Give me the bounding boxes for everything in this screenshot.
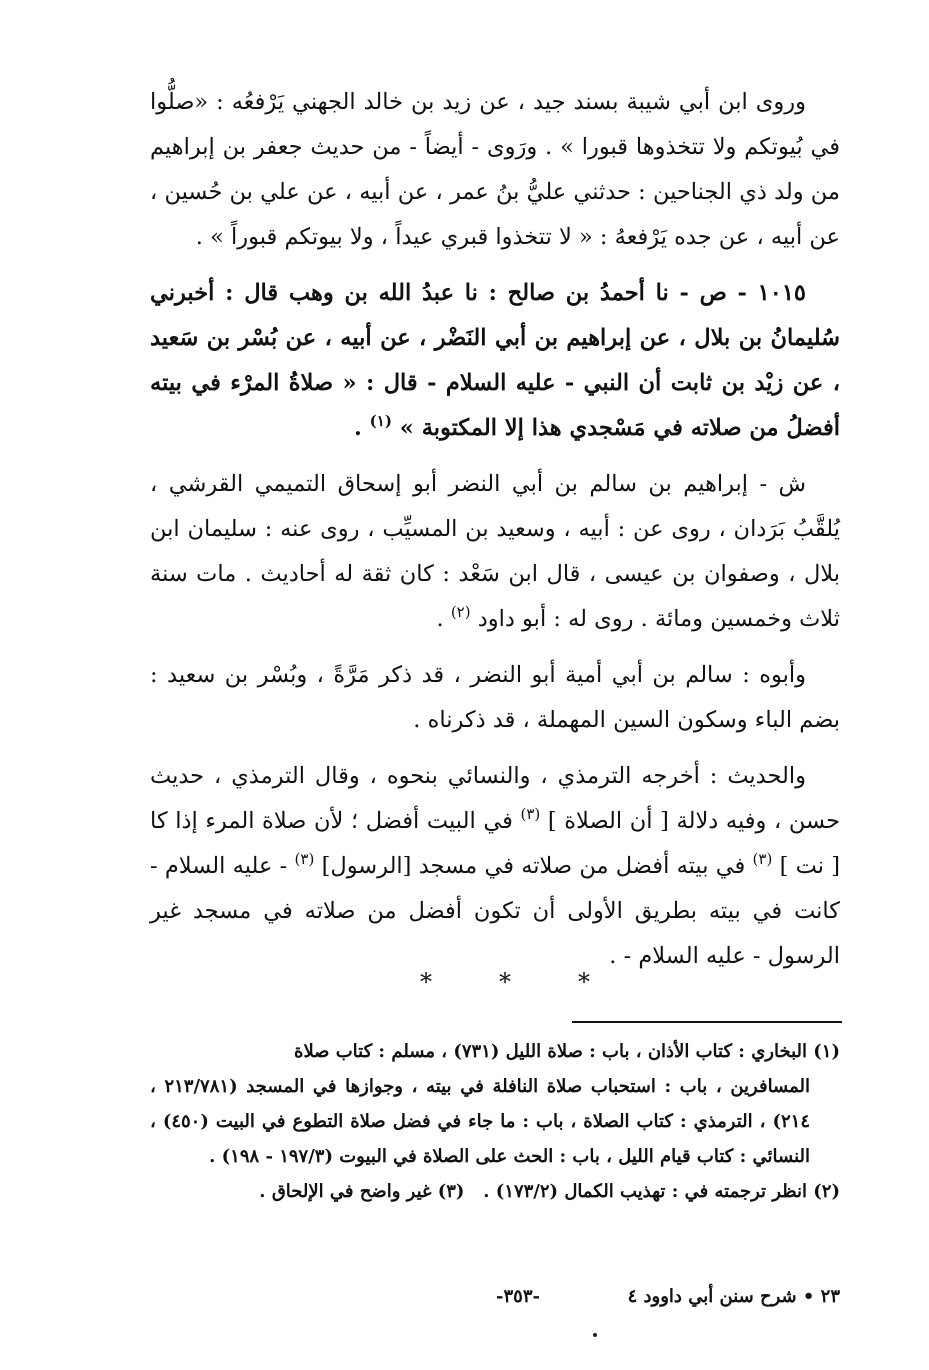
main-text — [150, 80, 840, 990]
footnote-1-first-line: (١) البخاري : كتاب الأذان ، باب : صلاة الليل (٧٣١) ، مسلم : كتاب صلاة — [294, 1041, 840, 1062]
footnote-3: (٣) غير واضح في الإلحاق . — [259, 1181, 465, 1202]
paragraph-hadith-grading: والحديث : أخرجه الترمذي ، والنسائي بنحوه ، وقال الترمذي ، حديث حسن ، وفيه دلالة [ أن الصلاة ] $^{(٣)}$ في البيت أفضل ؛ لأن صلاة المرء إذا كا [ نت ] $^{(٣)}$ في بيته أفضل من صلاته في مسجد [الرسول] $^{(٣)}$ - عليه السلام - كانت في بيته بطريق الأولى أن تكون أفضل من صلاته في مسجد غير الرسول - عليه السلام - . — [150, 763, 840, 969]
scan-dot — [593, 1333, 597, 1337]
book-title: ٢٣ • شرح سنن أبي داوود ٤ — [627, 1286, 840, 1307]
separator-star: * — [420, 968, 432, 996]
separator-star: * — [578, 968, 590, 996]
footnote-divider — [572, 1021, 842, 1023]
page-number: -٣٥٣- — [496, 1286, 540, 1307]
footnote-1 — [150, 1034, 840, 1174]
footnotes — [150, 1034, 840, 1209]
footnote-1-continuation: المسافرين ، باب : استحباب صلاة النافلة في بيته ، وجوازها في المسجد (٢١٣/٧٨١ ، ٢١٤) ، الترمذي : كتاب الصلاة ، باب : ما جاء في فضل صلاة التطوع في البيت (٤٥٠) ، النسائي : كتاب قيام الليل ، باب : الحث على الصلاة في البيوت (١٩٧/٣ - ١٩٨) . — [150, 1076, 811, 1167]
footnote-ref-2[interactable]: (٢) — [450, 603, 471, 621]
footnotes-2-3 — [150, 1174, 840, 1209]
footnote-ref-3a[interactable]: (٣) — [520, 805, 541, 823]
paragraph-commentary-1: وروى ابن أبي شيبة بسند جيد ، عن زيد بن خالد الجهني يَرْفعُه : «صلُّوا في بُيوتكم ولا تتخذوها قبورا » . ورَوى - أيضاً - من حديث جعفر بن إبراهيم من ولد ذي الجناحين : حدثني عليُّ بنُ عمر ، عن أبيه ، عن علي بن حُسين ، عن أبيه ، عن جده يَرْفعهُ : « لا تتخذوا قبري عيداً ، ولا بيوتكم قبوراً » . — [150, 89, 840, 250]
hadith-1015: ١٠١٥ - ص - نا أحمدُ بن صالح : نا عبدُ الله بن وهب قال : أخبرني سُليمانُ بن بلال ، عن إبراهيم بن أبي النَضْر ، عن أبيه ، عن بُسْر بن سَعيد ، عن زيْد بن ثابت أن النبي - عليه السلام - قال : « صلاةُ المرْء في بيته أفضلُ من صلاته في مَسْجدي هذا إلا المكتوبة » $^{(١)}$ . — [150, 280, 840, 441]
footnote-ref-1[interactable]: (١) — [369, 412, 392, 430]
footnote-ref-3c[interactable]: (٣) — [294, 850, 315, 868]
separator-star: * — [499, 968, 511, 996]
paragraph-narrator-bio: ش - إبراهيم بن سالم بن أبي النضر أبو إسحاق التميمي القرشي ، يُلقَّبُ بَرَدان ، روى عن : أبيه ، وسعيد بن المسيِّب ، روى عنه : سليمان ابن بلال ، وصفوان بن عيسى ، قال ابن سَعْد : كان ثقة له أحاديث . مات سنة ثلاث وخمسين ومائة . روى له : أبو داود $^{(٢)}$ . — [150, 471, 840, 632]
footnote-2: (٢) انظر ترجمته في : تهذيب الكمال (١٧٣/٢) . — [483, 1181, 840, 1202]
paragraph-narrator-father: وأبوه : سالم بن أبي أمية أبو النضر ، قد ذكر مَرَّةً ، وبُسْر بن سعيد : بضم الباء وسكون السين المهملة ، قد ذكرناه . — [150, 662, 840, 733]
section-separator — [420, 968, 590, 996]
page-footer — [150, 1286, 840, 1316]
footnote-ref-3b[interactable]: (٣) — [752, 850, 773, 868]
